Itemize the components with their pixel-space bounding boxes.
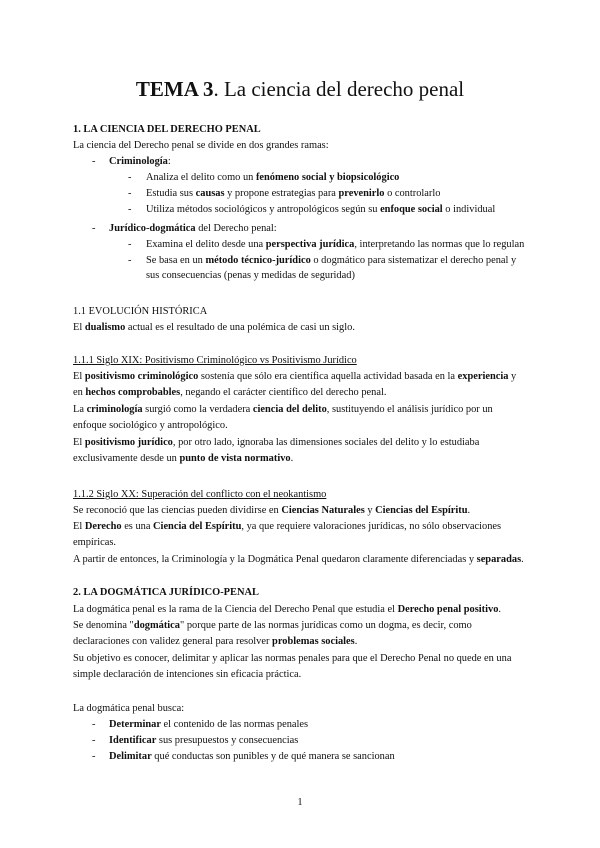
p111-line-1: El positivismo criminológico sostenía que sólo era científica aquella actividad basada en la experiencia y [73,371,517,382]
p111-line-6: exclusivamente desde un punto de vista normativo. [73,453,294,464]
crim-item-2: Estudia sus causas y propone estrategias para prevenirlo o controlarlo [146,188,441,199]
busca-item-1: Determinar el contenido de las normas penales [109,719,309,730]
p2-line-2: Se denomina "dogmática" porque parte de las normas jurídicas como un dogma, es decir, como [73,620,472,631]
page-title [0,76,600,102]
bullet-dash: - [128,255,132,266]
branch-juridico-dogmatica: Jurídico-dogmática del Derecho penal: [109,223,277,234]
subsection-heading-1-1-1: 1.1.1 Siglo XIX: Positivismo Criminológico vs Positivismo Jurídico [73,355,357,366]
subsection-heading-1-1-2: 1.1.2 Siglo XX: Superación del conflicto con el neokantismo [73,489,327,500]
p2-line-4: Su objetivo es conocer, delimitar y aplicar las normas penales para que el Derecho Penal no quede en una [73,653,512,664]
crim-item-3: Utiliza métodos sociológicos y antropológicos según su enfoque social o individual [146,204,496,215]
crim-item-1: Analiza el delito como un fenómeno social y biopsicológico [146,172,400,183]
p111-line-5: El positivismo jurídico, por otro lado, ignoraba las dimensiones sociales del delito y lo estudiaba [73,437,480,448]
subsection-heading-1-1: 1.1 EVOLUCIÓN HISTÓRICA [73,306,208,317]
bullet-dash: - [128,239,132,250]
p112-line-4: A partir de entonces, la Criminología y la Dogmática Penal quedaron claramente diferenciadas y separadas. [73,554,524,565]
busca-item-2: Identificar sus presupuestos y consecuencias [109,735,299,746]
bullet-dash: - [92,156,96,167]
p112-line-1: Se reconoció que las ciencias pueden dividirse en Ciencias Naturales y Ciencias del Espíritu. [73,505,471,516]
section-1-intro: La ciencia del Derecho penal se divide en dos grandes ramas: [73,140,329,151]
bullet-dash: - [92,735,96,746]
p111-line-3: La criminología surgió como la verdadera ciencia del delito, sustituyendo el análisis jurídico por un [73,404,493,415]
p111-line-2: en hechos comprobables, negando el carácter científico del derecho penal. [73,387,387,398]
bullet-dash: - [128,172,132,183]
jur-item-2: Se basa en un método técnico-jurídico o dogmático para sistematizar el derecho penal y [146,255,517,266]
p111-line-4: enfoque sociológico y antropológico. [73,420,228,431]
busca-item-3: Delimitar qué conductas son punibles y de qué manera se sancionan [109,751,395,762]
section-heading-1: 1. LA CIENCIA DEL DERECHO PENAL [73,124,261,135]
p2-line-1: La dogmática penal es la rama de la Ciencia del Derecho Penal que estudia el Derecho penal positivo. [73,604,502,615]
p2-line-5: simple declaración de intenciones sin eficacia práctica. [73,669,302,680]
jur-item-2-cont: sus consecuencias (penas y medidas de seguridad) [146,270,355,281]
bullet-dash: - [92,223,96,234]
title-topic: TEMA 3 [135,77,214,101]
bullet-dash: - [128,204,132,215]
section-heading-2: 2. LA DOGMÁTICA JURÍDICO-PENAL [73,587,259,598]
page-number: 1 [297,797,303,808]
bullet-dash: - [92,719,96,730]
bullet-dash: - [92,751,96,762]
p2-line-3: declaraciones con validez general para resolver problemas sociales. [73,636,358,647]
jur-item-1: Examina el delito desde una perspectiva jurídica, interpretando las normas que lo regulan [146,239,525,250]
p112-line-3: empíricas. [73,537,116,548]
bullet-dash: - [128,188,132,199]
branch-criminologia: Criminología: [109,156,171,167]
dualismo-paragraph: El dualismo actual es el resultado de una polémica de casi un siglo. [73,322,355,333]
busca-intro: La dogmática penal busca: [73,703,185,714]
title-rest: . La ciencia del derecho penal [213,77,465,101]
p112-line-2: El Derecho es una Ciencia del Espíritu, ya que requiere valoraciones jurídicas, no sólo observaciones [73,521,502,532]
